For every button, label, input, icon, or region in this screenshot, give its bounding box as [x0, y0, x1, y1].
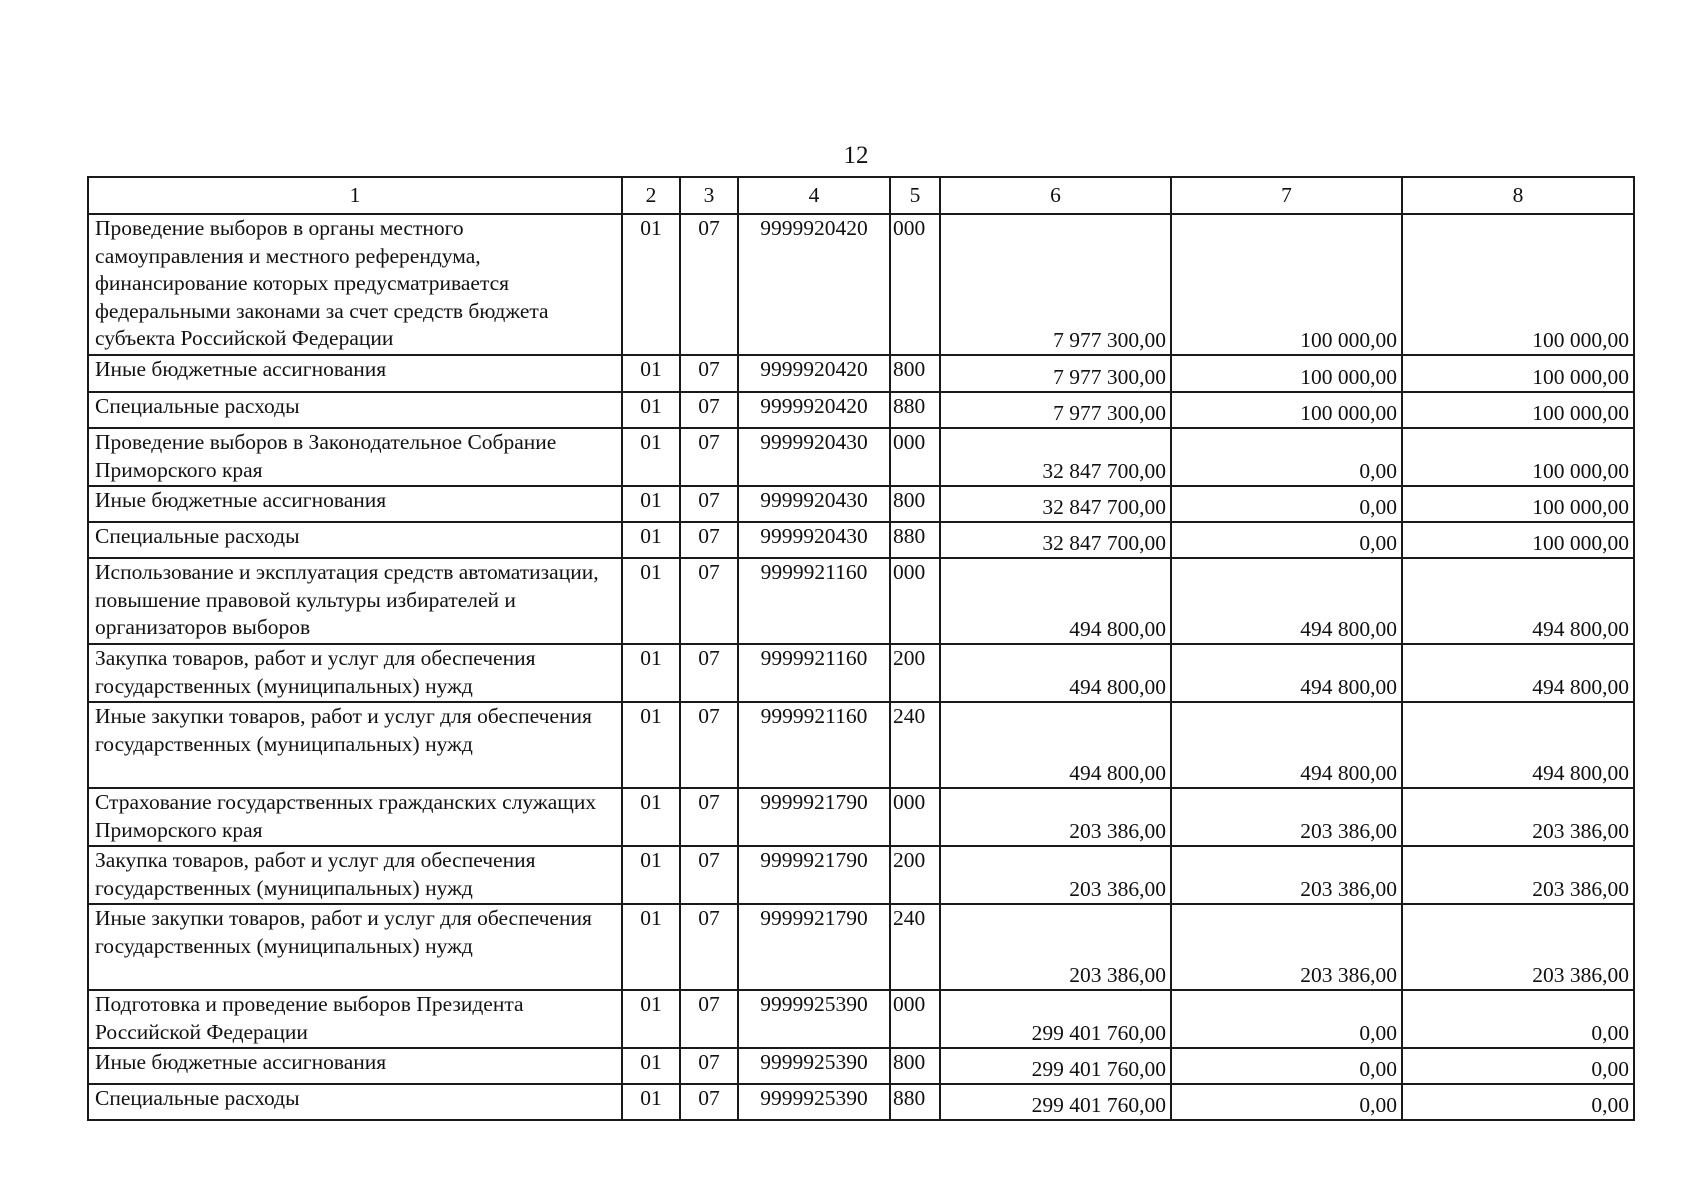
- amount-col7-cell: 203 386,00: [1171, 788, 1402, 846]
- section-code-cell: 01: [622, 990, 680, 1048]
- subsection-code-cell: 07: [680, 644, 738, 702]
- amount-col7-cell: 0,00: [1171, 1084, 1402, 1120]
- amount-col8-cell: 0,00: [1402, 1048, 1634, 1084]
- expense-type-cell: 800: [890, 1048, 940, 1084]
- column-header-6: 6: [940, 177, 1171, 214]
- amount-col8-cell: 494 800,00: [1402, 558, 1634, 644]
- target-article-cell: 9999925390: [738, 1048, 890, 1084]
- amount-col6-cell: 32 847 700,00: [940, 522, 1171, 558]
- subsection-code-cell: 07: [680, 392, 738, 428]
- section-code-cell: 01: [622, 644, 680, 702]
- table-row: [88, 788, 1634, 846]
- expense-type-cell: 240: [890, 702, 940, 788]
- section-code-cell: 01: [622, 788, 680, 846]
- header-row: [88, 177, 1634, 214]
- amount-col6-cell: 203 386,00: [940, 846, 1171, 904]
- table-row: [88, 1084, 1634, 1120]
- subsection-code-cell: 07: [680, 788, 738, 846]
- table-row: [88, 990, 1634, 1048]
- target-article-cell: 9999920420: [738, 214, 890, 355]
- table-row: [88, 392, 1634, 428]
- subsection-code-cell: 07: [680, 558, 738, 644]
- row-name-cell: Страхование государственных гражданских служащих Приморского края: [88, 788, 622, 846]
- table-row: [88, 522, 1634, 558]
- target-article-cell: 9999920430: [738, 522, 890, 558]
- row-name-cell: Закупка товаров, работ и услуг для обеспечения государственных (муниципальных) нужд: [88, 846, 622, 904]
- amount-col6-cell: 32 847 700,00: [940, 428, 1171, 486]
- target-article-cell: 9999925390: [738, 990, 890, 1048]
- subsection-code-cell: 07: [680, 214, 738, 355]
- table-row: [88, 428, 1634, 486]
- table-row: [88, 846, 1634, 904]
- row-name-cell: Проведение выборов в органы местного самоуправления и местного референдума, финансирование которых предусматривается федеральными законами за счет средств бюджета субъекта Российской Федерации: [88, 214, 622, 355]
- column-header-4: 4: [738, 177, 890, 214]
- amount-col7-cell: 0,00: [1171, 428, 1402, 486]
- table-row: [88, 1048, 1634, 1084]
- row-name-cell: Специальные расходы: [88, 522, 622, 558]
- target-article-cell: 9999921160: [738, 644, 890, 702]
- expense-type-cell: 200: [890, 846, 940, 904]
- subsection-code-cell: 07: [680, 904, 738, 990]
- target-article-cell: 9999920430: [738, 486, 890, 522]
- amount-col7-cell: 494 800,00: [1171, 702, 1402, 788]
- amount-col7-cell: 0,00: [1171, 1048, 1402, 1084]
- section-code-cell: 01: [622, 702, 680, 788]
- subsection-code-cell: 07: [680, 355, 738, 392]
- table-row: [88, 644, 1634, 702]
- subsection-code-cell: 07: [680, 428, 738, 486]
- amount-col7-cell: 0,00: [1171, 486, 1402, 522]
- section-code-cell: 01: [622, 522, 680, 558]
- row-name-cell: Использование и эксплуатация средств автоматизации, повышение правовой культуры избирателей и организаторов выборов: [88, 558, 622, 644]
- amount-col6-cell: 299 401 760,00: [940, 1048, 1171, 1084]
- page-number: 12: [843, 142, 869, 169]
- subsection-code-cell: 07: [680, 846, 738, 904]
- amount-col8-cell: 203 386,00: [1402, 904, 1634, 990]
- amount-col8-cell: 0,00: [1402, 990, 1634, 1048]
- amount-col6-cell: 7 977 300,00: [940, 355, 1171, 392]
- amount-col8-cell: 203 386,00: [1402, 788, 1634, 846]
- subsection-code-cell: 07: [680, 702, 738, 788]
- expense-type-cell: 880: [890, 1084, 940, 1120]
- amount-col6-cell: 203 386,00: [940, 904, 1171, 990]
- amount-col6-cell: 299 401 760,00: [940, 990, 1171, 1048]
- table-body: [88, 214, 1634, 1120]
- amount-col6-cell: 7 977 300,00: [940, 392, 1171, 428]
- amount-col7-cell: 0,00: [1171, 990, 1402, 1048]
- row-name-cell: Подготовка и проведение выборов Президента Российской Федерации: [88, 990, 622, 1048]
- table-row: [88, 558, 1634, 644]
- subsection-code-cell: 07: [680, 486, 738, 522]
- amount-col8-cell: 100 000,00: [1402, 428, 1634, 486]
- target-article-cell: 9999921790: [738, 904, 890, 990]
- amount-col7-cell: 100 000,00: [1171, 355, 1402, 392]
- section-code-cell: 01: [622, 355, 680, 392]
- row-name-cell: Проведение выборов в Законодательное Собрание Приморского края: [88, 428, 622, 486]
- row-name-cell: Закупка товаров, работ и услуг для обеспечения государственных (муниципальных) нужд: [88, 644, 622, 702]
- section-code-cell: 01: [622, 486, 680, 522]
- amount-col8-cell: 100 000,00: [1402, 214, 1634, 355]
- amount-col8-cell: 100 000,00: [1402, 355, 1634, 392]
- amount-col7-cell: 203 386,00: [1171, 904, 1402, 990]
- subsection-code-cell: 07: [680, 990, 738, 1048]
- target-article-cell: 9999925390: [738, 1084, 890, 1120]
- target-article-cell: 9999921160: [738, 702, 890, 788]
- budget-table: [87, 176, 1635, 1121]
- amount-col7-cell: 494 800,00: [1171, 558, 1402, 644]
- table-row: [88, 486, 1634, 522]
- amount-col6-cell: 494 800,00: [940, 702, 1171, 788]
- amount-col6-cell: 494 800,00: [940, 558, 1171, 644]
- expense-type-cell: 800: [890, 355, 940, 392]
- amount-col8-cell: 494 800,00: [1402, 644, 1634, 702]
- expense-type-cell: 000: [890, 788, 940, 846]
- row-name-cell: Иные бюджетные ассигнования: [88, 486, 622, 522]
- section-code-cell: 01: [622, 1084, 680, 1120]
- amount-col6-cell: 32 847 700,00: [940, 486, 1171, 522]
- subsection-code-cell: 07: [680, 522, 738, 558]
- target-article-cell: 9999920420: [738, 392, 890, 428]
- amount-col8-cell: 494 800,00: [1402, 702, 1634, 788]
- column-header-7: 7: [1171, 177, 1402, 214]
- amount-col6-cell: 299 401 760,00: [940, 1084, 1171, 1120]
- column-header-1: 1: [88, 177, 622, 214]
- target-article-cell: 9999920430: [738, 428, 890, 486]
- column-header-2: 2: [622, 177, 680, 214]
- target-article-cell: 9999921790: [738, 788, 890, 846]
- row-name-cell: Иные бюджетные ассигнования: [88, 1048, 622, 1084]
- amount-col7-cell: 0,00: [1171, 522, 1402, 558]
- section-code-cell: 01: [622, 558, 680, 644]
- expense-type-cell: 880: [890, 522, 940, 558]
- table-row: [88, 355, 1634, 392]
- row-name-cell: Специальные расходы: [88, 1084, 622, 1120]
- expense-type-cell: 800: [890, 486, 940, 522]
- table-header: [88, 177, 1634, 214]
- amount-col8-cell: 100 000,00: [1402, 486, 1634, 522]
- row-name-cell: Иные закупки товаров, работ и услуг для обеспечения государственных (муниципальных) нужд: [88, 702, 622, 788]
- column-header-3: 3: [680, 177, 738, 214]
- row-name-cell: Иные бюджетные ассигнования: [88, 355, 622, 392]
- expense-type-cell: 240: [890, 904, 940, 990]
- amount-col6-cell: 494 800,00: [940, 644, 1171, 702]
- expense-type-cell: 000: [890, 558, 940, 644]
- table-row: [88, 702, 1634, 788]
- section-code-cell: 01: [622, 428, 680, 486]
- amount-col8-cell: 100 000,00: [1402, 522, 1634, 558]
- subsection-code-cell: 07: [680, 1084, 738, 1120]
- section-code-cell: 01: [622, 1048, 680, 1084]
- amount-col8-cell: 100 000,00: [1402, 392, 1634, 428]
- target-article-cell: 9999920420: [738, 355, 890, 392]
- expense-type-cell: 200: [890, 644, 940, 702]
- section-code-cell: 01: [622, 392, 680, 428]
- amount-col7-cell: 100 000,00: [1171, 392, 1402, 428]
- target-article-cell: 9999921160: [738, 558, 890, 644]
- row-name-cell: Специальные расходы: [88, 392, 622, 428]
- expense-type-cell: 880: [890, 392, 940, 428]
- expense-type-cell: 000: [890, 214, 940, 355]
- amount-col8-cell: 0,00: [1402, 1084, 1634, 1120]
- column-header-5: 5: [890, 177, 940, 214]
- section-code-cell: 01: [622, 846, 680, 904]
- table-row: [88, 904, 1634, 990]
- expense-type-cell: 000: [890, 428, 940, 486]
- amount-col7-cell: 100 000,00: [1171, 214, 1402, 355]
- section-code-cell: 01: [622, 904, 680, 990]
- amount-col6-cell: 7 977 300,00: [940, 214, 1171, 355]
- column-header-8: 8: [1402, 177, 1634, 214]
- table-row: [88, 214, 1634, 355]
- amount-col6-cell: 203 386,00: [940, 788, 1171, 846]
- amount-col7-cell: 203 386,00: [1171, 846, 1402, 904]
- expense-type-cell: 000: [890, 990, 940, 1048]
- target-article-cell: 9999921790: [738, 846, 890, 904]
- amount-col8-cell: 203 386,00: [1402, 846, 1634, 904]
- subsection-code-cell: 07: [680, 1048, 738, 1084]
- section-code-cell: 01: [622, 214, 680, 355]
- amount-col7-cell: 494 800,00: [1171, 644, 1402, 702]
- row-name-cell: Иные закупки товаров, работ и услуг для обеспечения государственных (муниципальных) нужд: [88, 904, 622, 990]
